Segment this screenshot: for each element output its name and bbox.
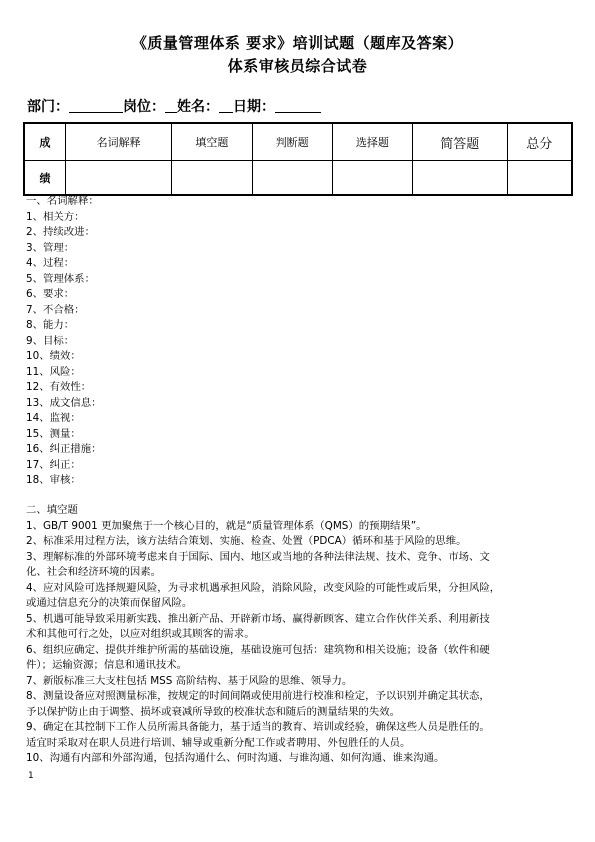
name-blank (219, 99, 233, 113)
document-subtitle: 体系审核员综合试卷 (227, 57, 368, 75)
fill-line: 4、应对风险可选择规避风险，为寻求机遇承担风险，消除风险，改变风险的可能性或后果，分担风险， (26, 581, 501, 594)
definition-item: 15、测量： (26, 427, 81, 440)
definition-item: 1、相关方： (26, 210, 85, 223)
definition-item: 17、纠正： (26, 458, 81, 471)
fill-line: 9、确定在其控制下工作人员所需具备能力，基于适当的教育、培训或经验，确保这些人员是胜任的。 (26, 721, 490, 733)
score-cell-total[interactable] (507, 161, 572, 196)
position-blank (165, 99, 177, 113)
date-blank (275, 99, 321, 113)
score-col-fill: 填空题 (172, 123, 252, 161)
definition-item: 9、目标： (26, 334, 75, 347)
section-fill-blanks (26, 503, 576, 767)
score-row-label-top: 成 (24, 123, 66, 161)
fill-line: 化、社会和经济环境的因素。 (26, 566, 162, 578)
score-col-choice: 选择题 (332, 123, 412, 161)
definition-item: 4、过程： (26, 257, 75, 269)
definition-item: 13、成文信息： (26, 396, 102, 409)
section-heading: 一、名词解释： (26, 195, 99, 207)
document-title: 《质量管理体系 要求》培训试题（题库及答案） (131, 34, 464, 52)
score-col-total: 总分 (507, 123, 572, 161)
definition-item: 2、持续改进： (26, 226, 95, 238)
page-number: 1 (28, 771, 34, 781)
definition-item: 7、不合格： (26, 303, 85, 316)
dept-label: 部门： (27, 99, 69, 115)
score-cell-fill[interactable] (172, 161, 252, 196)
fill-line: 5、机遇可能导致采用新实践、推出新产品、开辟新市场、赢得新顾客、建立合作伙伴关系、利用新技 (26, 612, 490, 625)
score-table (23, 122, 573, 196)
score-cell-terms[interactable] (66, 161, 172, 196)
date-label: 日期： (233, 99, 275, 115)
name-label: 姓名： (177, 99, 219, 115)
fill-line: 10、沟通有内部和外部沟通，包括沟通什么、何时沟通、与谁沟通、如何沟通、谁来沟通。 (26, 752, 445, 764)
fill-line: 1、GB/T 9001 更加聚焦于一个核心目的，就是“质量管理体系（QMS）的预期结果”。 (26, 519, 427, 532)
section-definitions (26, 194, 576, 489)
score-cell-short[interactable] (413, 161, 507, 196)
definition-item: 3、管理： (26, 241, 75, 254)
fill-line: 予以保护防止由于调整、损坏或衰减所导致的校准状态和随后的测量结果的失效。 (26, 705, 401, 718)
definition-item: 18、审核： (26, 474, 81, 486)
fill-line: 7、新版标准三大支柱包括 MSS 高阶结构、基于风险的思维、领导力。 (26, 674, 353, 687)
position-label: 岗位： (123, 99, 165, 115)
score-col-judge: 判断题 (252, 123, 332, 161)
definition-item: 16、纠正措施： (26, 443, 102, 455)
definition-item: 14、监视： (26, 412, 81, 424)
score-cell-judge[interactable] (252, 161, 332, 196)
info-line (27, 96, 587, 116)
fill-line: 6、组织应确定、提供并维护所需的基础设施，基础设施可包括：建筑物和相关设施；设备（软件和硬 (26, 643, 490, 656)
definition-item: 12、有效性： (26, 381, 92, 393)
definition-item: 11、风险： (26, 365, 81, 378)
fill-line: 适宜时采取对在职人员进行培训、辅导或重新分配工作或者聘用、外包胜任的人员。 (26, 736, 411, 749)
dept-blank (69, 99, 123, 113)
fill-line: 3、理解标准的外部环境考虑来自于国际、国内、地区或当地的各种法律法规、技术、竞争、市场、文 (26, 550, 490, 563)
fill-line: 8、测量设备应对照测量标准，按规定的时间间隔或使用前进行校准和检定，予以识别并确定其状态， (26, 690, 490, 702)
definition-item: 10、绩效： (26, 350, 81, 362)
definition-item: 5、管理体系： (26, 272, 95, 285)
fill-line: 或通过信息充分的决策而保留风险。 (26, 597, 193, 609)
definition-item: 6、要求： (26, 288, 75, 300)
fill-line: 件）；运输资源；信息和通讯技术。 (26, 659, 188, 671)
fill-line: 2、标准采用过程方法，该方法结合策划、实施、检查、处置（PDCA）循环和基于风险的思维。 (26, 535, 467, 547)
section-heading: 二、填空题 (26, 504, 78, 516)
definition-item: 8、能力： (26, 319, 75, 331)
fill-line: 术和其他可行之处，以应对组织或其顾客的需求。 (26, 628, 255, 640)
score-row-label-bottom: 绩 (24, 161, 66, 196)
score-col-terms: 名词解释 (66, 123, 172, 161)
score-cell-choice[interactable] (332, 161, 412, 196)
score-col-short: 简答题 (413, 123, 507, 161)
